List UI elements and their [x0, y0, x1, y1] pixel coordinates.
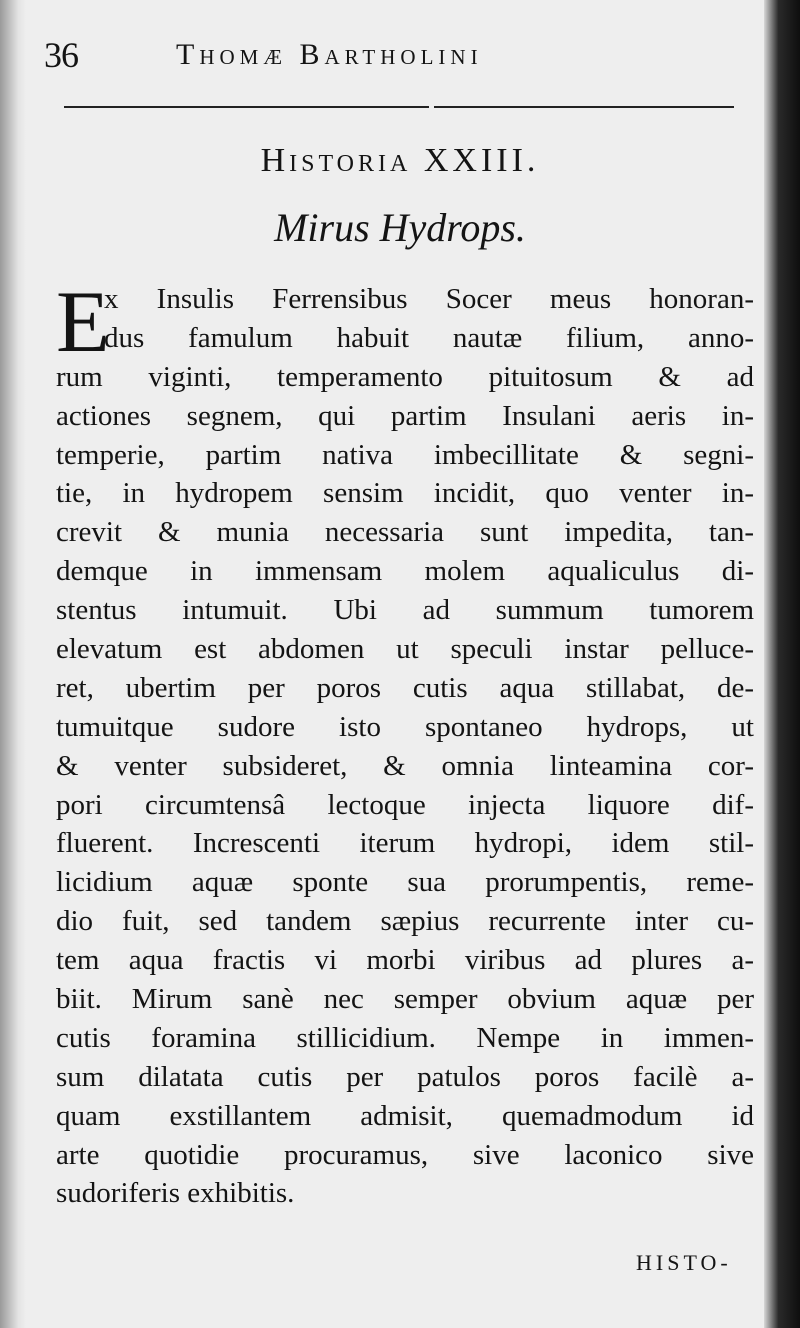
text-line: stentus intumuit. Ubi ad summum tumorem	[56, 594, 754, 627]
text-line: actiones segnem, qui partim Insulani aeris in-	[56, 399, 754, 432]
running-head	[40, 26, 740, 76]
text-line: demque in immensam molem aqualiculus di-	[56, 555, 754, 588]
text-line: tie, in hydropem sensim incidit, quo venter in-	[56, 477, 754, 510]
text-line: elevatum est abdomen ut speculi instar pelluce-	[56, 633, 754, 666]
text-line: & venter subsideret, & omnia linteamina cor-	[56, 749, 754, 782]
text-line: rum viginti, temperamento pituitosum & ad	[56, 360, 754, 393]
chapter-subheading: Mirus Hydrops.	[274, 205, 526, 250]
text-line: sum dilatata cutis per patulos poros facilè a-	[56, 1060, 754, 1093]
text-line: arte quotidie procuramus, sive laconico sive	[56, 1138, 754, 1171]
text-line: fluerent. Increscenti iterum hydropi, idem stil-	[56, 827, 754, 860]
text-line: temperie, partim nativa imbecillitate & segni-	[56, 438, 754, 471]
text-line: x Insulis Ferrensibus Socer meus honoran-	[104, 283, 754, 315]
text-line: crevit & munia necessaria sunt impedita, tan-	[56, 516, 754, 549]
text-line: cutis foramina stillicidium. Nempe in immen-	[56, 1021, 754, 1054]
text-line: sudoriferis exhibitis.	[56, 1177, 295, 1210]
page-edge-shadow	[764, 0, 800, 1328]
page-number: 36	[44, 35, 78, 75]
chapter-heading: Historia XXIII.	[260, 142, 540, 179]
body-text	[56, 274, 754, 1213]
header-rule-right	[434, 106, 734, 108]
gutter-shadow	[0, 0, 26, 1328]
text-line: ret, ubertim per poros cutis aqua stillabat, de-	[56, 671, 754, 704]
drop-cap: E	[56, 274, 110, 371]
catchword: HISTO-	[636, 1250, 732, 1275]
text-line: dio fuit, sed tandem sæpius recurrente inter cu-	[56, 905, 754, 938]
text-line: pori circumtensâ lectoque injecta liquore dif-	[56, 788, 754, 821]
text-line: tem aqua fractis vi morbi viribus ad plures a-	[56, 944, 754, 977]
running-title: Thomæ Bartholini	[176, 38, 483, 71]
header-rule-left	[64, 106, 429, 108]
text-line: quam exstillantem admisit, quemadmodum id	[56, 1099, 754, 1132]
text-line: dus famulum habuit nautæ filium, anno-	[104, 321, 754, 354]
text-line: licidium aquæ sponte sua prorumpentis, reme-	[56, 866, 754, 899]
text-line: tumuitque sudore isto spontaneo hydrops, ut	[56, 710, 754, 743]
text-line: biit. Mirum sanè nec semper obvium aquæ per	[56, 983, 754, 1016]
